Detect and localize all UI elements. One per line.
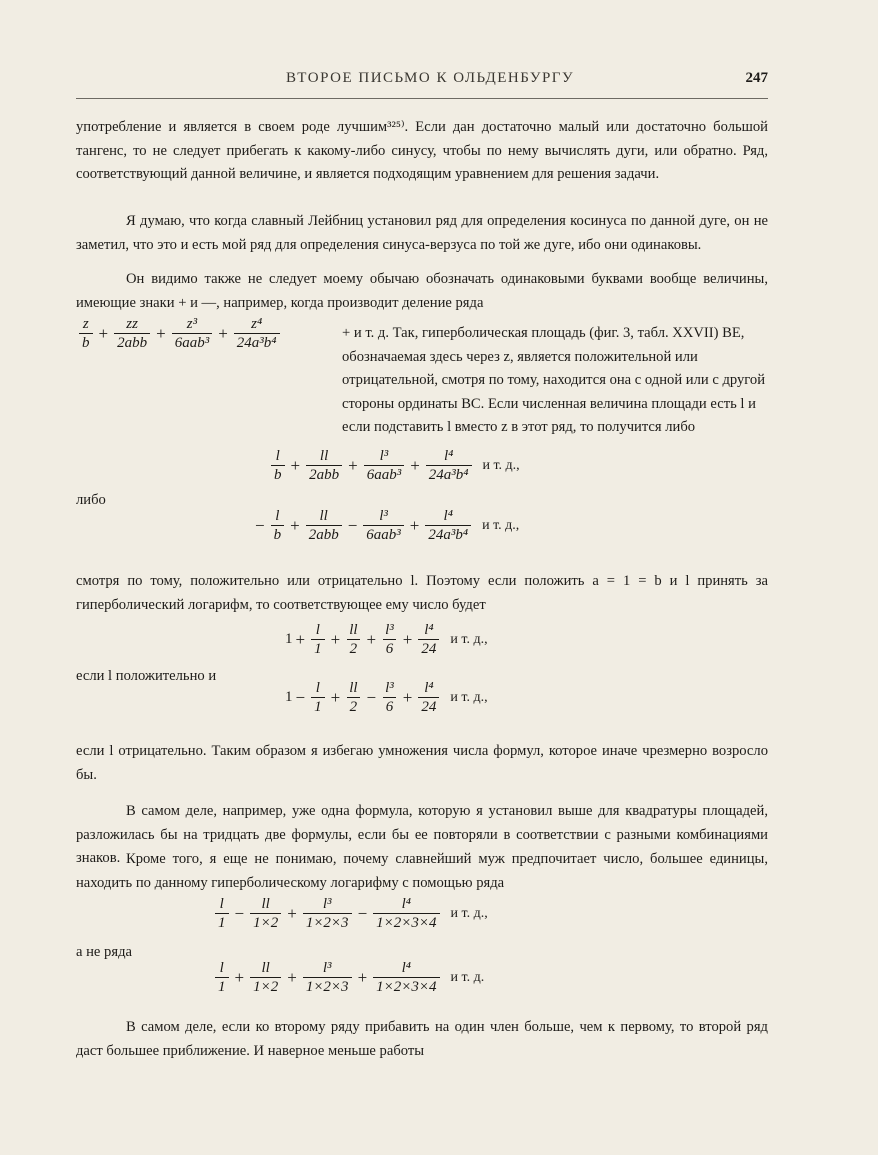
paragraph-4-start [342,322,768,440]
formula-number-positive: 1 + $\frac{l}{1}$ + $\frac{ll}{2}$ + $\frac{\text{l³}}{6}$ + $\frac{\text{l⁴}}{24}$ и т. д., [285,622,488,657]
paragraph-8: Кроме того, я еще не понимаю, почему славнейший муж предпочитает число, большее единицы, находить по данному гиперболическому логарифму с помощью ряда [76,851,768,891]
formula-leibniz-series: $\frac{l}{1}$ − $\frac{ll}{1\times 2}$ + $\frac{\text{l³}}{1\times 2\times 3}$ − $\frac{\text{l⁴}}{1\times 2\times 3\times 4}$ и т. д., [212,896,488,931]
fraction: $\frac{zz}{\text{2abb}}$ [114,316,150,351]
paragraph-4-text: + и т. д. Так, гиперболическая площадь (фиг. 3, табл. XXVII) BE, обозначаемая здесь через z, является положительной или отрицательной, смотря по тому, находится она с одной или с другой стороны ординаты BC. Если численная величина площади есть l и если подставить l вместо z в этот ряд, то получится либо [342,325,766,436]
formula-series-l-negative: − $\frac{l}{b}$ + $\frac{ll}{\text{2abb}}$ − $\frac{\text{l³}}{\text{6aab³}}$ + $\frac{\text{l⁴}}{\text{24a³b⁴}}$ и т. д., [255,508,520,543]
label-not-series: а не ряда [76,944,132,960]
paragraph-2: Я думаю, что когда славный Лейбниц установил ряд для определения косинуса по данной дуге, он не заметил, что это и есть мой ряд для определения синуса-верзуса по той же дуге, ибо они одинаковы. [76,213,768,253]
label-libo: либо [76,492,106,508]
paragraph-7: В самом деле, например, уже одна формула, которую я установил выше для квадратуры площадей, разложилась бы на тридцать две формулы, если бы ее повторяли в соответствии с разными комбинациями знаков. [76,803,768,867]
paragraph-6: если l отрицательно. Таким образом я избегаю умножения числа формул, которое иначе чрезмерно возросло бы. [76,743,768,783]
label-if-positive: если l положительно и [76,668,217,684]
formula-series-z: $\frac{z}{b}$ + $\frac{zz}{\text{2abb}}$ + $\frac{\text{z³}}{\text{6aab³}}$ + $\frac{\text{z⁴}}{\text{24a³b⁴}}$ [76,316,283,351]
header-rule [76,98,768,99]
formula-newton-series: $\frac{l}{1}$ + $\frac{ll}{1\times 2}$ + $\frac{\text{l³}}{1\times 2\times 3}$ + $\frac{\text{l⁴}}{1\times 2\times 3\times 4}$ и т. д. [212,960,484,995]
paragraph-3: Он видимо также не следует моему обычаю обозначать одинаковыми буквами вообще величины, имеющие знаки + и —, например, когда производит деление ряда [76,271,768,311]
formula-series-l-positive: $\frac{l}{b}$ + $\frac{ll}{\text{2abb}}$ + $\frac{\text{l³}}{\text{6aab³}}$ + $\frac{\text{l⁴}}{\text{24a³b⁴}}$ и т. д., [268,448,520,483]
running-head: ВТОРОЕ ПИСЬМО К ОЛЬДЕНБУРГУ [286,70,575,86]
paragraph-5: смотря по тому, положительно или отрицательно l. Поэтому если положить a = 1 = b и l принять за гиперболический логарифм, то соответствующее ему число будет [76,573,768,613]
fraction: $\frac{\text{z³}}{\text{6aab³}}$ [172,316,213,351]
fraction: $\frac{\text{z⁴}}{\text{24a³b⁴}}$ [234,316,280,351]
paragraph-1: употребление и является в своем роде лучшим³²⁵⁾. Если дан достаточно малый или достаточно большой тангенс, то не следует прибегать к какому-либо синусу, чтобы по нему вычислять дуги, или обратно. Ряд, соответствующий данной величине, и является подходящим уравнением для решения задачи. [76,119,768,183]
page-number: 247 [745,70,768,86]
fraction: $\frac{z}{b}$ [79,316,93,351]
formula-number-negative: 1 − $\frac{l}{1}$ + $\frac{ll}{2}$ − $\frac{\text{l³}}{6}$ + $\frac{\text{l⁴}}{24}$ и т. д., [285,680,488,715]
paragraph-9: В самом деле, если ко второму ряду прибавить на один член больше, чем к первому, то второй ряд даст большее приближение. И наверное меньше работы [76,1019,768,1059]
page-header [76,70,768,94]
